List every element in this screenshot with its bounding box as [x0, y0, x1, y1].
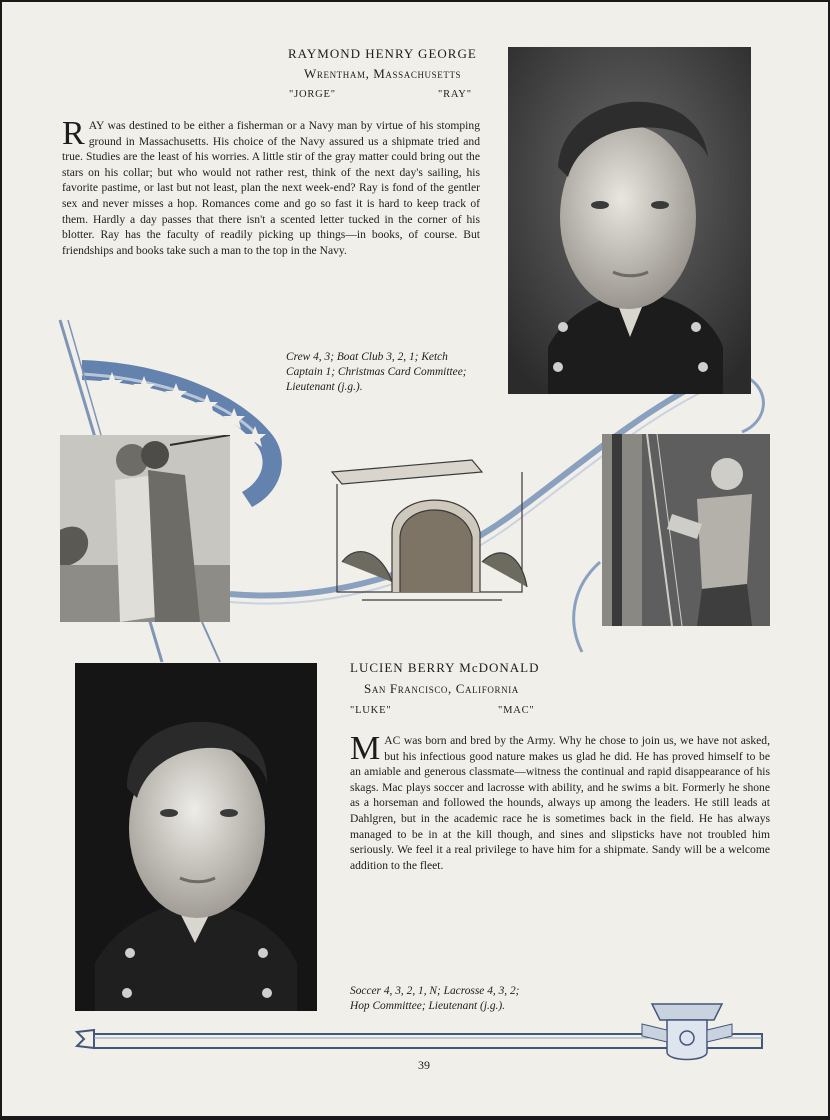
entry-1-name: RAYMOND HENRY GEORGE	[288, 46, 477, 61]
entry-2-nickname-1: "LUKE"	[350, 705, 392, 716]
page-number: 39	[418, 1058, 430, 1072]
entry-1-activities-line-2: Captain 1; Christmas Card Committee;	[286, 366, 467, 378]
candid-photo-rigging	[602, 434, 770, 626]
entry-1-bio-text: AY was destined to be either a fisherman or a Navy man by virtue of his stomping ground in Massachusetts. His choice of the Navy assured us a shipmate tried and true. Studies are the least of his worries. A little stir of the gray matter could bring out the stars on his collar; but who would not rather rest, think of the next day's sailing, his favorite pastime, or last but not least, plan the next week-end? Ray is fond of the gentler sex and never misses a hop. Romances come and go so fast it is hard to keep track of them. Hardly a day passes that there isn't a scented letter tucked in the corner of his blotter. Ray has the faculty of readily picking up things—in books, of course. But friendships and books take such a man to the top in the Navy.	[62, 119, 480, 257]
entry-1-portrait	[508, 47, 751, 394]
entry-2-portrait	[75, 663, 317, 1011]
entry-2-bio-text: AC was born and bred by the Army. Why he chose to join us, we have not asked, but his infectious good nature makes us glad he did. He has proved himself to be an amiable and generous classmate—witness the continual and rapid disappearance of his skags. Mac plays soccer and lacrosse with ability, and he swims a bit. Formerly he shone as a horseman and followed the hounds, always up among the leaders. He still leads at Dahlgren, but in the academic race he is sometimes back in the field. He has always managed to be in at the kill though, and sines and slipsticks have not troubled him seriously. We feel it a real privilege to have him for a shipmate. Sandy will be a welcome addition to the fleet.	[350, 734, 770, 872]
entry-2-drop-cap: M	[350, 730, 381, 767]
entry-2-activities	[350, 984, 570, 1014]
entry-1-hometown: Wrentham, Massachusetts	[304, 66, 462, 81]
candid-photo-deck	[60, 435, 230, 622]
entry-2-bio	[350, 730, 770, 873]
entry-2-activities-line-2: Hop Committee; Lieutenant (j.g.).	[350, 1000, 506, 1012]
entry-1-nickname-1: "JORGE"	[289, 89, 336, 100]
entry-2-activities-line-1: Soccer 4, 3, 2, 1, N; Lacrosse 4, 3, 2;	[350, 985, 520, 997]
entry-1-drop-cap: R	[62, 115, 85, 152]
entry-1-activities	[286, 350, 486, 395]
yearbook-page	[2, 2, 828, 1116]
entry-1-nickname-2: "RAY"	[438, 89, 472, 100]
entry-1-activities-line-3: Lieutenant (j.g.).	[286, 381, 363, 393]
crest-icon	[642, 1004, 732, 1060]
entry-2-name: LUCIEN BERRY McDONALD	[350, 660, 540, 675]
entry-2-nickname-2: "MAC"	[498, 705, 535, 716]
entry-2-hometown: San Francisco, California	[364, 681, 519, 696]
entry-1-activities-line-1: Crew 4, 3; Boat Club 3, 2, 1; Ketch	[286, 351, 448, 363]
entry-1-bio	[62, 115, 480, 258]
